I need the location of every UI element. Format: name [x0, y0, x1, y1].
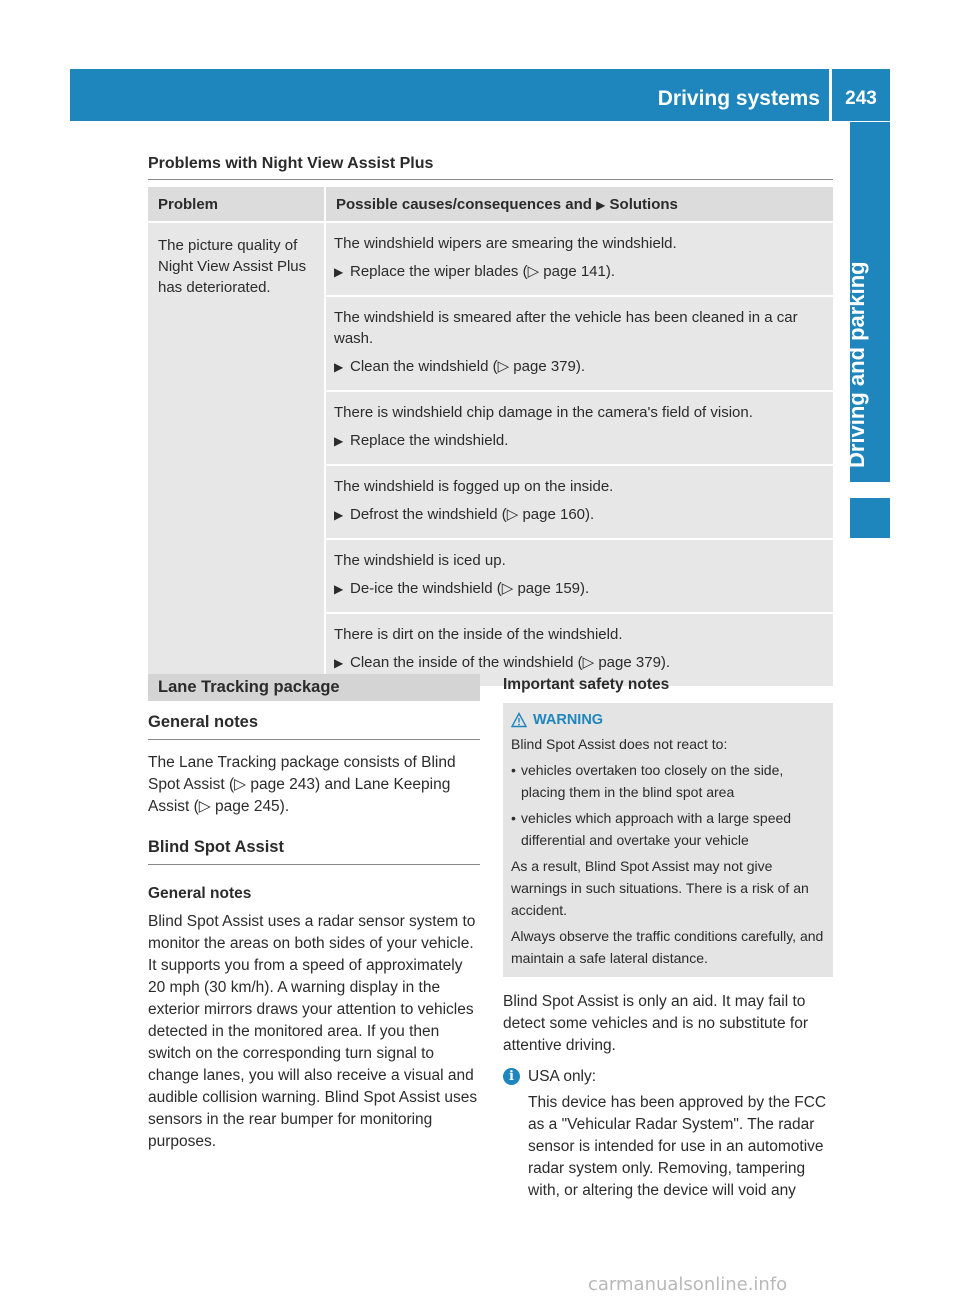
cause-cell — [326, 223, 833, 297]
chapter-label: Driving and parking — [844, 261, 869, 468]
cause-text: The windshield is iced up. — [334, 552, 506, 569]
cause-text: The windshield wipers are smearing the windshield. — [334, 235, 677, 252]
info-icon: i — [503, 1068, 520, 1085]
page-header — [70, 69, 890, 121]
arrow-icon: ▶ — [334, 360, 344, 374]
cause-cell — [326, 392, 833, 466]
info-note — [503, 1066, 833, 1202]
arrow-icon: ▶ — [334, 265, 344, 279]
cause-text: There is windshield chip damage in the camera's field of vision. — [334, 404, 753, 421]
arrow-icon: ▶ — [334, 508, 344, 522]
cause-cell — [326, 297, 833, 392]
problems-heading: Problems with Night View Assist Plus — [148, 155, 833, 180]
general-notes-heading: General notes — [148, 711, 480, 740]
info-text: This device has been approved by the FCC as a "Vehicular Radar System". The radar sensor is intended for use in an automotive radar system only. Removing, tampering with, or altering the device will void any — [528, 1094, 827, 1199]
right-column — [503, 674, 833, 1202]
cause-text: There is dirt on the inside of the windshield. — [334, 626, 623, 643]
solution-text: Replace the windshield. — [350, 432, 509, 449]
problem-cell: The picture quality of Night View Assist Plus has deteriorated. — [148, 223, 326, 686]
info-label: USA only: — [528, 1068, 597, 1085]
bsa-general-notes-heading: General notes — [148, 885, 252, 902]
warning-box — [503, 703, 833, 977]
cause-cell — [326, 540, 833, 614]
arrow-icon: ▶ — [596, 197, 606, 212]
warning-title-text: WARNING — [533, 712, 604, 728]
column-header-causes — [326, 187, 833, 223]
arrow-icon: ▶ — [334, 434, 344, 448]
warning-paragraph: As a result, Blind Spot Assist may not give warnings in such situations. There is a risk of an accident. — [511, 858, 809, 918]
arrow-icon: ▶ — [334, 656, 344, 670]
aid-text: Blind Spot Assist is only an aid. It may fail to detect some vehicles and is no substitute for attentive driving. — [503, 993, 808, 1054]
table-header-row — [148, 187, 833, 223]
warning-triangle-icon — [511, 712, 527, 728]
list-item: • vehicles which approach with a large speed differential and overtake your vehicle — [511, 807, 825, 851]
solution-step — [334, 652, 825, 674]
left-column — [148, 674, 480, 1153]
lane-tracking-heading: Lane Tracking package — [148, 674, 480, 701]
cause-cell — [326, 466, 833, 540]
general-notes-text: The Lane Tracking package consists of Blind Spot Assist (▷ page 243) and Lane Keeping Assist (▷ page 245). — [148, 754, 456, 815]
header-title: Driving systems — [657, 87, 820, 110]
solution-step — [334, 261, 825, 283]
causes-label: Possible causes/consequences and — [336, 195, 592, 213]
solution-step — [334, 578, 825, 600]
solution-step — [334, 504, 825, 526]
solution-text: Defrost the windshield (▷ page 160). — [350, 506, 595, 523]
list-item: • vehicles overtaken too closely on the side, placing them in the blind spot area — [511, 759, 825, 803]
cause-text: The windshield is smeared after the vehicle has been cleaned in a car wash. — [334, 309, 798, 347]
solution-text: Replace the wiper blades (▷ page 141). — [350, 263, 616, 280]
column-header-problem: Problem — [148, 187, 326, 223]
chapter-side-tab — [844, 122, 890, 482]
warning-title — [511, 709, 825, 731]
page-number: 243 — [845, 88, 877, 109]
bullet-text: vehicles which approach with a large speed differential and overtake your vehicle — [521, 810, 792, 848]
cause-text: The windshield is fogged up on the inside. — [334, 478, 614, 495]
warning-paragraph: Always observe the traffic conditions carefully, and maintain a safe lateral distance. — [511, 928, 824, 966]
problems-table — [148, 187, 833, 686]
bsa-general-notes-text: Blind Spot Assist uses a radar sensor system to monitor the areas on both sides of your vehicle. It supports you from a speed of approximately 20 mph (30 km/h). A warning display in the exterior mirrors draws your attention to vehicles detected in the monitored area. If you then switch on the corresponding turn signal to change lanes, you will also receive a visual and audible collision warning. Blind Spot Assist uses sensors in the rear bumper for monitoring purposes. — [148, 913, 478, 1150]
solutions-label: Solutions — [609, 195, 678, 213]
bullet-text: vehicles overtaken too closely on the side, placing them in the blind spot area — [521, 762, 784, 800]
blind-spot-assist-heading: Blind Spot Assist — [148, 836, 480, 865]
warning-intro: Blind Spot Assist does not react to: — [511, 736, 728, 752]
safety-notes-heading: Important safety notes — [503, 676, 670, 693]
solution-text: De-ice the windshield (▷ page 159). — [350, 580, 590, 597]
solution-step — [334, 430, 825, 452]
watermark-text: carmanualsonline.info — [588, 1274, 788, 1295]
side-tab-square — [850, 498, 890, 538]
solution-step — [334, 356, 825, 378]
table-row — [148, 223, 833, 297]
arrow-icon: ▶ — [334, 582, 344, 596]
solution-text: Clean the windshield (▷ page 379). — [350, 358, 586, 375]
solution-text: Clean the inside of the windshield (▷ page 379). — [350, 654, 671, 671]
